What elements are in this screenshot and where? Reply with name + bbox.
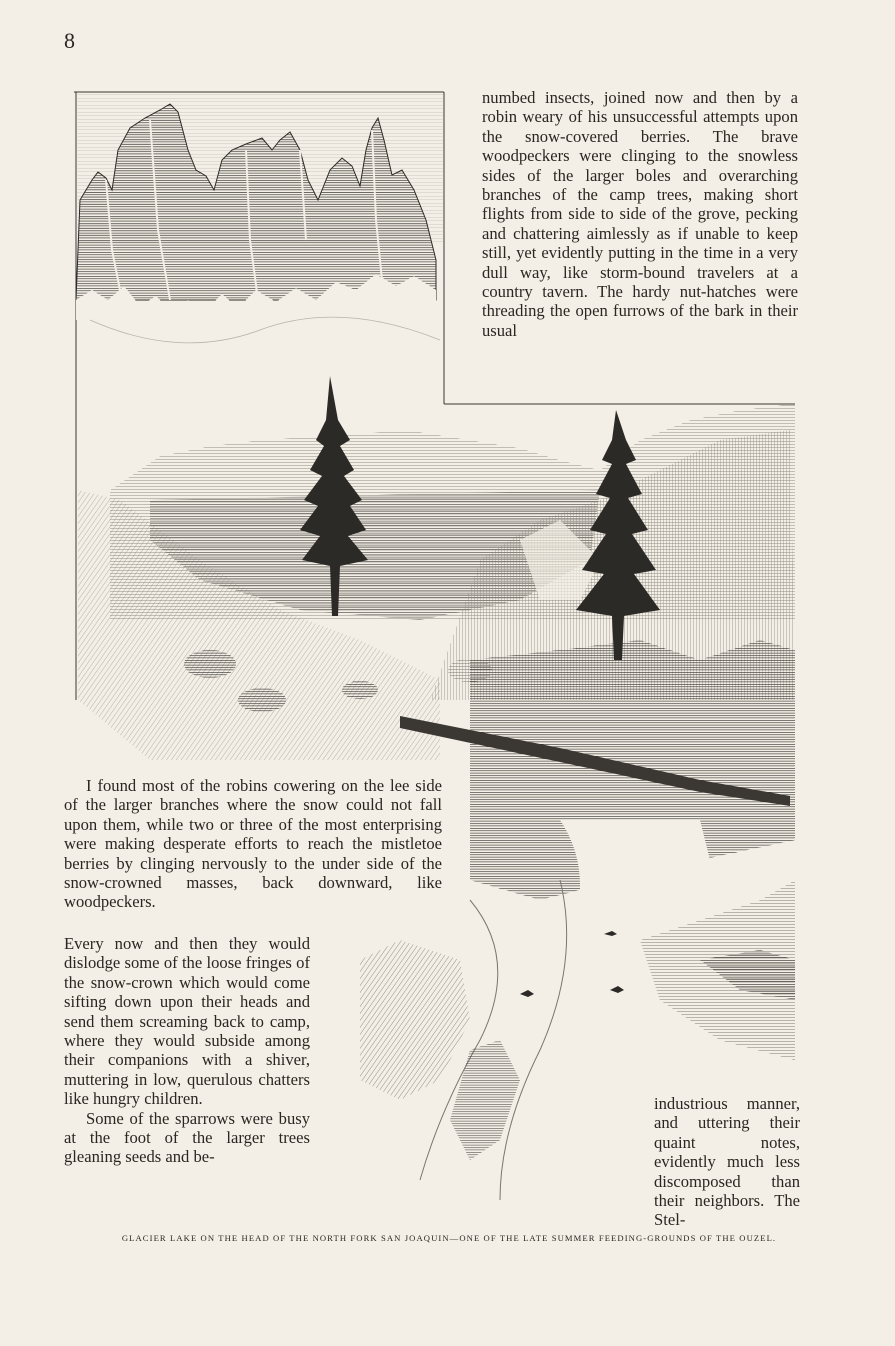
page-number: 8 bbox=[64, 28, 76, 53]
paragraph-text: Every now and then they would dislodge some of the loose fringes of the snow-crown which would come sifting down upon their heads and send them screaming back to camp, where they would subside among their companions with a shiver, muttering in low, querulous chatters like hungry children. bbox=[64, 934, 310, 1109]
paragraph-low-right bbox=[654, 1094, 800, 1230]
paragraph-text: I found most of the robins cowering on the lee side of the larger branches where the snow could not fall upon them, while two or three of the most enterprising were making desperate efforts to reach the mistletoe berries by clinging nervously to the under side of the snow-crowned masses, back downward, like woodpeckers. bbox=[64, 776, 442, 912]
paragraph-low-left bbox=[64, 934, 310, 1167]
paragraph-top-right bbox=[482, 88, 798, 340]
illustration-caption: GLACIER LAKE ON THE HEAD OF THE NORTH FORK SAN JOAQUIN—ONE OF THE LATE SUMMER FEEDING-GROUNDS OF THE OUZEL. bbox=[121, 1233, 777, 1243]
paragraph-text: numbed insects, joined now and then by a robin weary of his unsuccessful attempts upon the snow-covered berries. The brave woodpeckers were clinging to the snowless sides of the larger boles and overarching branches of the camp trees, making short flights from side to side of the grove, pecking and chattering aimlessly as if unable to keep still, yet evidently putting in the time in a very dull way, like storm-bound travelers at a country tavern. The hardy nut-hatches were threading the open furrows of the bark in their usual bbox=[482, 88, 798, 340]
paragraph-text: industrious manner, and uttering their quaint notes, evidently much less discomposed than their neighbors. The Stel- bbox=[654, 1094, 800, 1230]
paragraph-text: Some of the sparrows were busy at the foot of the larger trees gleaning seeds and be- bbox=[64, 1108, 310, 1167]
paragraph-mid-left bbox=[64, 776, 442, 912]
